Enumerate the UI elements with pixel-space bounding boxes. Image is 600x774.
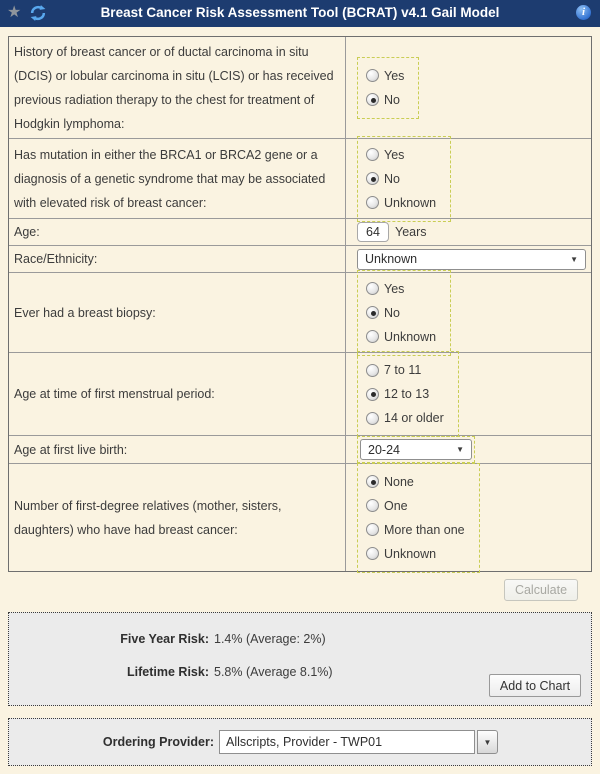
question-label-race [9,246,346,272]
ordering-provider-dropdown-button[interactable] [477,730,498,754]
radio-icon[interactable] [366,148,379,161]
biopsy-option-unknown[interactable] [366,325,436,349]
row-live-birth [9,436,591,464]
radio-icon[interactable] [366,330,379,343]
question-text: Ever had a breast biopsy: [14,305,156,320]
results-panel [8,612,592,706]
row-brca [9,139,591,219]
control-cell [346,246,591,272]
radio-option-label: 12 to 13 [384,387,430,401]
radio-option-label: 7 to 11 [384,363,422,377]
radio-icon[interactable] [366,523,379,536]
calculate-area [8,579,592,601]
relatives-option-one[interactable] [366,494,465,518]
history-option-no[interactable] [366,88,404,112]
five-year-risk-line [9,629,591,649]
question-text: Has mutation in either the BRCA1 or BRCA2 gene or a diagnosis of a genetic syndrome that may be associated with elevated risk of breast cancer: [14,147,326,210]
radio-icon[interactable] [366,364,379,377]
radio-option-label: No [384,171,400,186]
biopsy-radio-group [357,270,451,356]
age-input[interactable] [357,222,389,242]
info-icon[interactable]: i [576,5,591,20]
age-unit-label: Years [395,225,427,239]
row-relatives [9,464,591,571]
radio-option-label: None [384,474,414,489]
row-age [9,219,591,246]
ordering-provider-combobox[interactable] [219,730,475,754]
ordering-provider-panel [8,718,592,766]
radio-icon-selected[interactable] [366,388,379,401]
header-bar [0,0,600,27]
ordering-provider-label: Ordering Provider: [102,735,214,749]
race-ethnicity-select[interactable] [357,249,586,270]
page-title: Breast Cancer Risk Assessment Tool (BCRAT) v4.1 Gail Model [100,5,500,20]
highlighted-field-wrap [357,436,475,463]
question-label-history [9,37,346,138]
history-radio-group [357,57,419,119]
lifetime-risk-value: 5.8% (Average 8.1%) [214,665,333,679]
row-biopsy [9,273,591,353]
control-cell [346,353,591,435]
radio-icon[interactable] [366,499,379,512]
biopsy-option-yes[interactable] [366,277,436,301]
brca-option-no[interactable] [366,167,436,191]
radio-icon[interactable] [366,412,379,425]
chevron-down-icon: ▼ [570,254,578,264]
question-text: Race/Ethnicity: [14,252,98,266]
relatives-option-unknown[interactable] [366,542,465,566]
question-label-brca [9,139,346,218]
race-ethnicity-value: Unknown [365,252,418,266]
row-history [9,37,591,139]
radio-icon[interactable] [366,282,379,295]
biopsy-option-no[interactable] [366,301,436,325]
ordering-provider-value: Allscripts, Provider - TWP01 [226,735,383,749]
age-first-birth-select[interactable] [360,439,472,460]
radio-option-label: No [384,305,400,320]
radio-option-label: Yes [384,281,405,296]
radio-option-label: Yes [384,147,405,162]
radio-icon-selected[interactable] [366,475,379,488]
age-first-birth-value: 20-24 [368,442,400,457]
question-label-live-birth [9,436,346,463]
question-text: Age: [14,225,40,239]
brca-option-unknown[interactable] [366,191,436,215]
control-cell [346,37,591,138]
control-cell [346,273,591,352]
chevron-down-icon: ▼ [483,737,492,747]
question-text: Age at time of first menstrual period: [14,387,215,401]
radio-option-label: 14 or older [384,411,444,425]
question-label-relatives [9,464,346,571]
lifetime-risk-label: Lifetime Risk: [127,665,209,679]
control-cell [346,436,591,463]
radio-option-label: More than one [384,522,465,537]
radio-icon-selected[interactable] [366,306,379,319]
radio-icon[interactable] [366,547,379,560]
brca-radio-group [357,136,451,222]
relatives-option-none[interactable] [366,470,465,494]
radio-option-label: Unknown [384,546,437,561]
relatives-radio-group [357,463,480,573]
chevron-down-icon: ▼ [456,445,464,454]
radio-option-label: Unknown [384,329,437,344]
question-text: History of breast cancer or of ductal carcinoma in situ (DCIS) or lobular carcinoma in situ (LCIS) or has received previous radiation therapy to the chest for treatment of Hodgkin lymphoma: [14,44,334,131]
radio-option-label: No [384,92,400,107]
radio-icon[interactable] [366,69,379,82]
five-year-risk-label: Five Year Risk: [120,632,209,646]
row-menstrual [9,353,591,436]
radio-option-label: Unknown [384,195,437,210]
radio-option-label: One [384,498,408,513]
control-cell [346,464,591,571]
radio-icon-selected[interactable] [366,93,379,106]
menstrual-option-7to11[interactable] [366,358,444,382]
menstrual-radio-group [357,351,459,437]
row-race [9,246,591,273]
five-year-risk-value: 1.4% (Average: 2%) [214,632,326,646]
question-text: Age at first live birth: [14,442,128,457]
radio-icon-selected[interactable] [366,172,379,185]
question-label-biopsy [9,273,346,352]
question-text: Number of first-degree relatives (mother, sisters, daughters) who have had breast cancer: [14,498,282,537]
brca-option-yes[interactable] [366,143,436,167]
menstrual-option-12to13[interactable] [366,382,444,406]
radio-option-label: Yes [384,68,405,83]
calculate-button[interactable]: Calculate [504,579,578,601]
history-option-yes[interactable] [366,64,404,88]
favorite-star-icon[interactable]: ★ [7,4,22,21]
control-cell [346,219,591,245]
question-label-menstrual [9,353,346,435]
question-label-age [9,219,346,245]
menstrual-option-14older[interactable] [366,406,444,430]
relatives-option-more[interactable] [366,518,465,542]
radio-icon[interactable] [366,196,379,209]
add-to-chart-button[interactable]: Add to Chart [489,674,581,697]
control-cell [346,139,591,218]
assessment-form [8,36,592,572]
